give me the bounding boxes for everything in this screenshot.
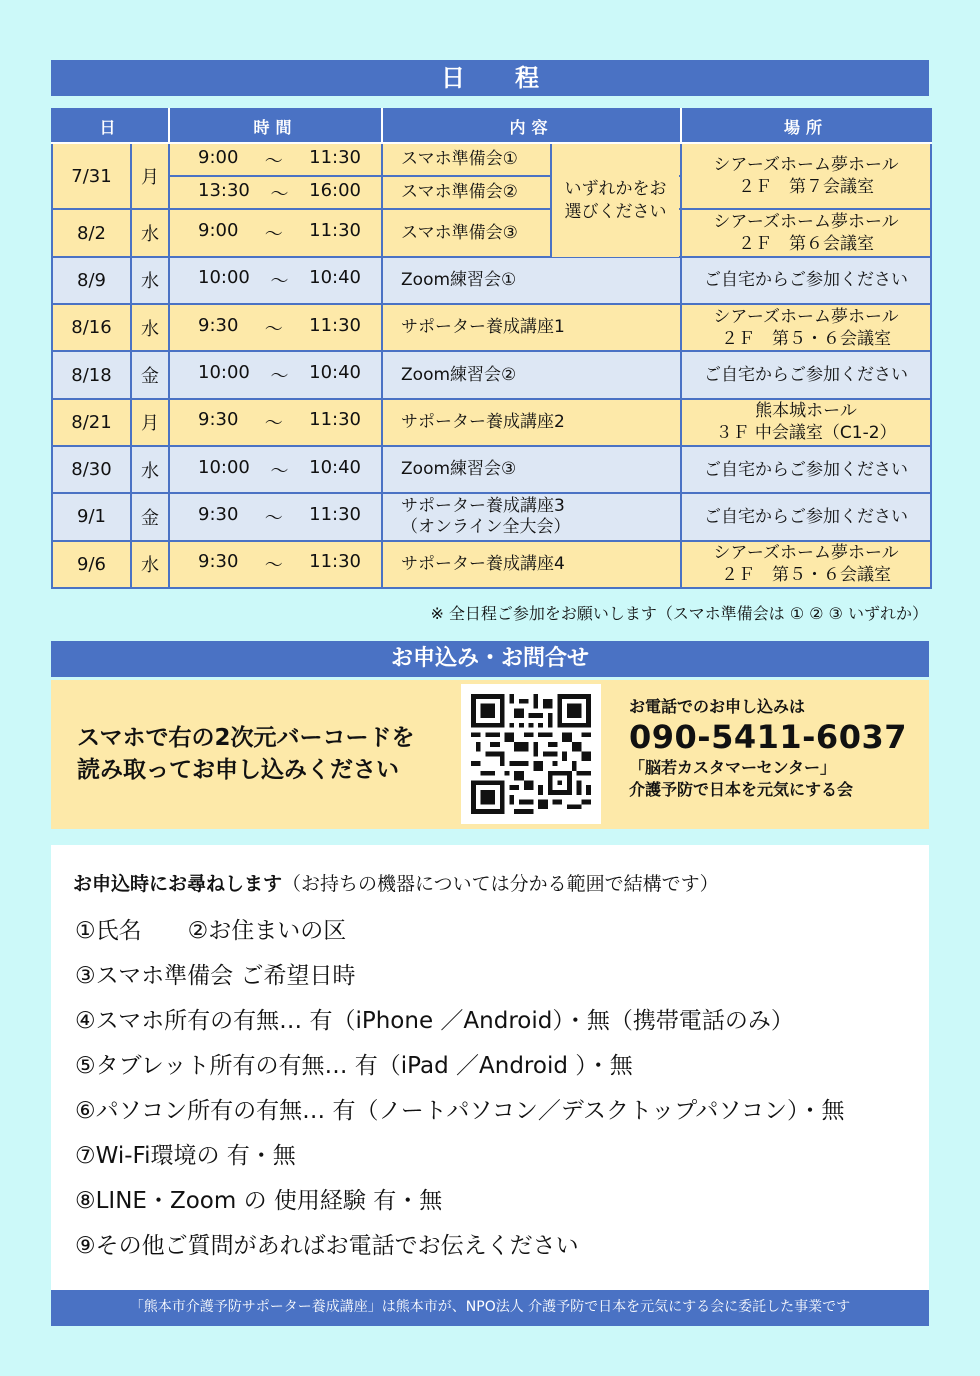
time-cell: 9:30 ～ 11:30 <box>169 304 382 351</box>
org-name: 「脳若カスタマーセンター」 <box>629 758 837 777</box>
place-cell: シアーズホーム夢ホール ２Ｆ 第５・６会議室 <box>681 304 931 351</box>
dow-cell: 月 <box>131 143 169 209</box>
table-row <box>52 351 931 398</box>
table-row <box>52 304 931 351</box>
list-item: ⑥パソコン所有の有無… 有（ノートパソコン／デスクトップパソコン）・無 <box>75 1098 845 1124</box>
place-cell: ご自宅からご参加ください <box>681 446 931 493</box>
table-row <box>52 209 931 256</box>
apply-line-1: スマホで右の2次元バーコードを <box>77 725 415 751</box>
list-item: ①氏名 ②お住まいの区 <box>75 918 347 944</box>
date-cell: 8/9 <box>52 257 131 304</box>
choice-note-text: いずれかをお選びください <box>564 178 667 222</box>
place-cell: ご自宅からご参加ください <box>681 257 931 304</box>
date-cell: 7/31 <box>52 143 131 209</box>
dow-cell: 月 <box>131 399 169 446</box>
list-item: ③スマホ準備会 ご希望日時 <box>75 963 356 989</box>
time-cell: 9:30 ～ 11:30 <box>169 399 382 446</box>
header-day: 日 <box>52 109 169 143</box>
time-cell: 10:00 ～ 10:40 <box>169 446 382 493</box>
time-cell: 13:30 ～ 16:00 <box>169 176 382 209</box>
time-cell: 10:00 ～ 10:40 <box>169 351 382 398</box>
list-item: ⑤タブレット所有の有無… 有（iPad ／Android ）・無 <box>75 1053 633 1079</box>
footer-note: 「熊本市介護予防サポーター養成講座」は熊本市が、NPO法人 介護予防で日本を元気にする会に委託した事業です <box>51 1290 929 1326</box>
header-place: 場所 <box>681 109 931 143</box>
phone-number[interactable]: 090-5411-6037 <box>629 718 907 756</box>
time-cell: 9:00 ～ 11:30 <box>169 209 382 256</box>
place-cell: シアーズホーム夢ホール ２Ｆ 第５・６会議室 <box>681 541 931 588</box>
schedule-table <box>51 108 932 589</box>
content-cell: スマホ準備会① <box>382 143 681 176</box>
apply-line-2: 読み取ってお申し込みください <box>77 757 399 783</box>
qr-code[interactable] <box>461 684 601 824</box>
table-row <box>52 257 931 304</box>
date-cell: 8/30 <box>52 446 131 493</box>
dow-cell: 水 <box>131 541 169 588</box>
time-cell: 9:30 ～ 11:30 <box>169 541 382 588</box>
dow-cell: 金 <box>131 351 169 398</box>
table-row <box>52 446 931 493</box>
apply-instructions <box>77 722 415 786</box>
content-cell: Zoom練習会③ <box>382 446 681 493</box>
list-item: ⑦Wi-Fi環境の 有・無 <box>75 1143 296 1169</box>
dow-cell: 水 <box>131 446 169 493</box>
dow-cell: 水 <box>131 209 169 256</box>
dow-cell: 金 <box>131 493 169 540</box>
date-cell: 8/16 <box>52 304 131 351</box>
time-cell: 9:30 ～ 11:30 <box>169 493 382 540</box>
date-cell: 9/6 <box>52 541 131 588</box>
time-cell: 10:00 ～ 10:40 <box>169 257 382 304</box>
choice-note <box>550 144 679 257</box>
content-cell: スマホ準備会② <box>382 176 681 209</box>
apply-title: お申込み・お問合せ <box>51 641 929 677</box>
list-item: ⑨その他ご質問があればお電話でお伝えください <box>75 1233 579 1259</box>
footnote: ※ 全日程ご参加をお願いします（スマホ準備会は ① ② ③ いずれか） <box>430 604 928 623</box>
header-time: 時間 <box>169 109 382 143</box>
place-cell: 熊本城ホール ３Ｆ 中会議室（C1-2） <box>681 399 931 446</box>
content-cell: Zoom練習会① <box>382 257 681 304</box>
place-cell: ご自宅からご参加ください <box>681 351 931 398</box>
org-subtitle: 介護予防で日本を元気にする会 <box>629 780 854 799</box>
dow-cell: 水 <box>131 257 169 304</box>
schedule-title: 日程 <box>51 60 929 96</box>
phone-block <box>629 694 907 801</box>
apply-box <box>51 680 929 829</box>
place-cell: シアーズホーム夢ホール ２Ｆ 第６会議室 <box>681 209 931 256</box>
content-cell: サポーター養成講座4 <box>382 541 681 588</box>
dow-cell: 水 <box>131 304 169 351</box>
date-cell: 9/1 <box>52 493 131 540</box>
phone-lead: お電話でのお申し込みは <box>629 697 806 716</box>
header-content: 内容 <box>382 109 681 143</box>
question-list <box>75 915 844 1275</box>
table-row <box>52 399 931 446</box>
date-cell: 8/18 <box>52 351 131 398</box>
table-row <box>52 493 931 540</box>
question-heading <box>73 869 719 896</box>
list-item: ⑧LINE・Zoom の 使用経験 有・無 <box>75 1188 443 1214</box>
date-cell: 8/2 <box>52 209 131 256</box>
table-row <box>52 541 931 588</box>
question-heading-note: （お持ちの機器については分かる範囲で結構です） <box>282 873 719 895</box>
content-cell: サポーター養成講座1 <box>382 304 681 351</box>
place-cell: ご自宅からご参加ください <box>681 493 931 540</box>
qr-code-icon <box>471 694 591 814</box>
list-item: ④スマホ所有の有無… 有（iPhone ／Android）・無（携帯電話のみ） <box>75 1008 794 1034</box>
time-cell: 9:00 ～ 11:30 <box>169 143 382 176</box>
date-cell: 8/21 <box>52 399 131 446</box>
question-heading-bold: お申込時にお尋ねします <box>73 873 283 895</box>
question-box <box>51 845 929 1290</box>
content-cell: Zoom練習会② <box>382 351 681 398</box>
content-cell: スマホ準備会③ <box>382 209 681 256</box>
place-cell: シアーズホーム夢ホール ２Ｆ 第７会議室 <box>681 143 931 209</box>
table-row <box>52 143 931 176</box>
content-cell: サポーター養成講座3 （オンライン全大会） <box>382 493 681 540</box>
content-cell: サポーター養成講座2 <box>382 399 681 446</box>
